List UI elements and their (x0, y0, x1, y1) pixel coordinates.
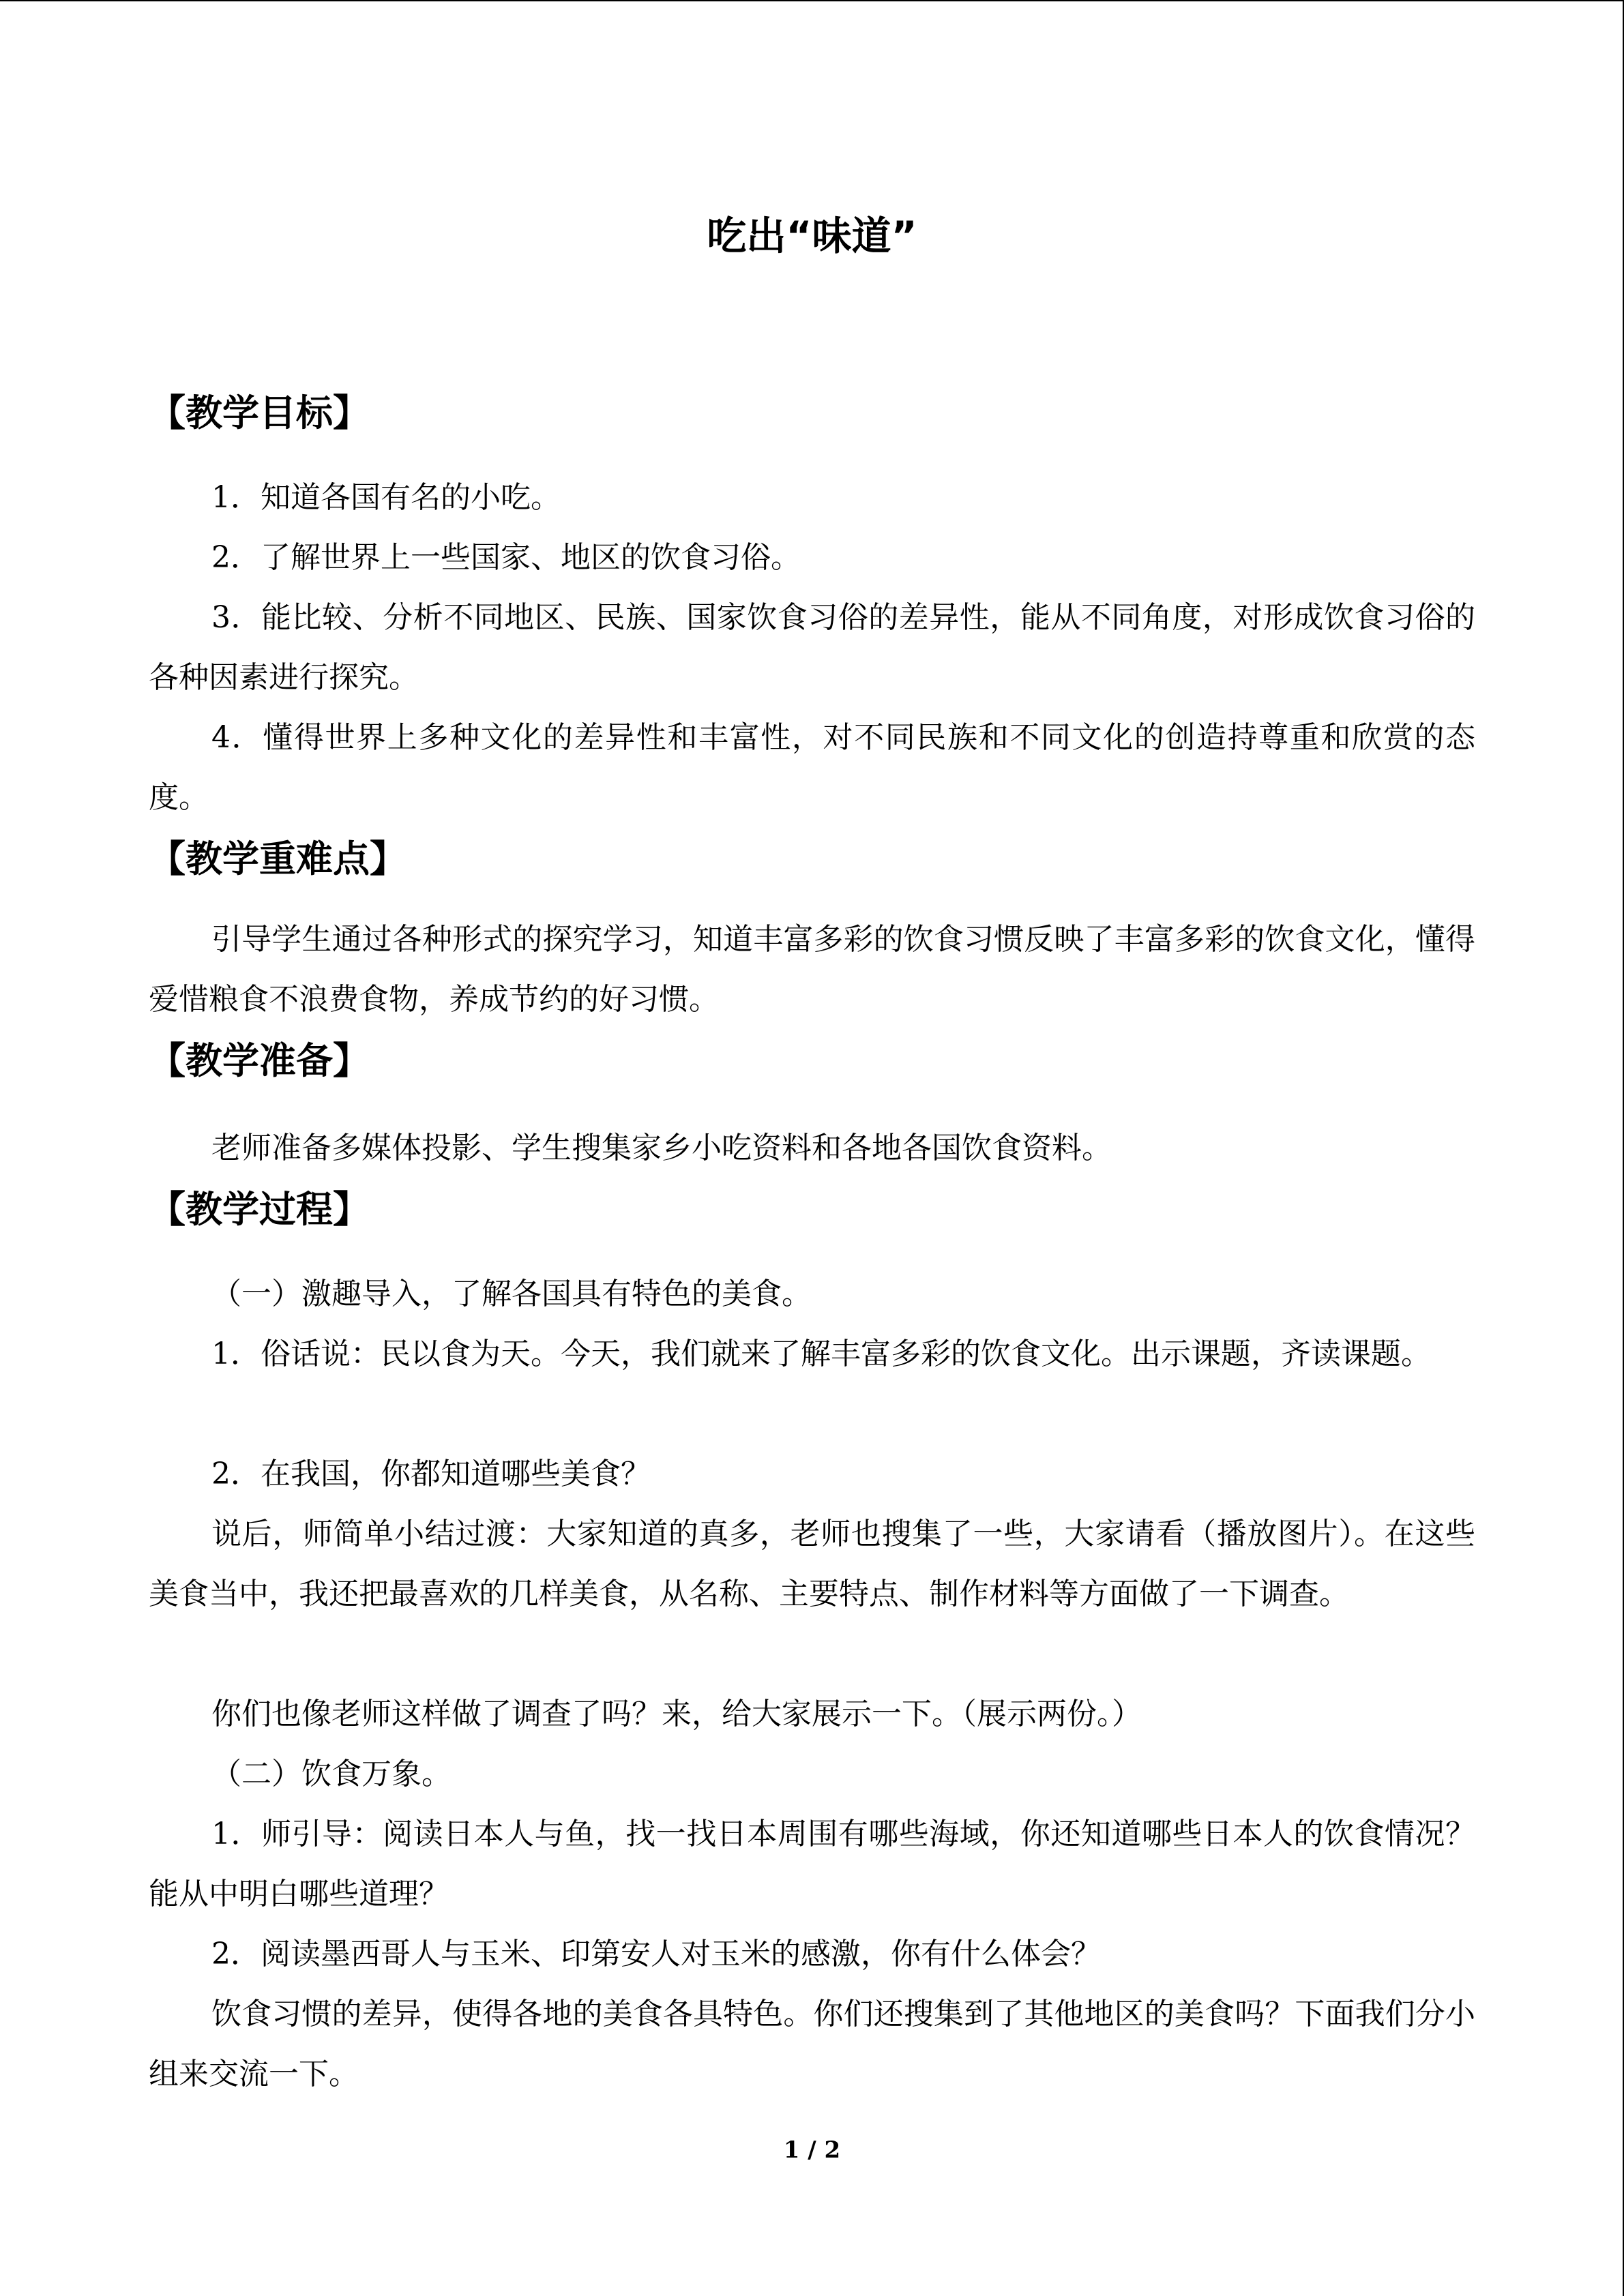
process-paragraph: 饮食习惯的差异，使得各地的美食各具特色。你们还搜集到了其他地区的美食吗？下面我们分小组来交流一下。 (149, 1997, 1475, 2091)
document-title: 吃出“味道” (707, 213, 917, 259)
process-paragraph: （一）激趣导入，了解各国具有特色的美食。 (211, 1277, 812, 1311)
process-paragraph: 1．俗话说：民以食为天。今天，我们就来了解丰富多彩的饮食文化。出示课题，齐读课题。 (211, 1337, 1431, 1371)
heading-teaching-goals: 【教学目标】 (149, 391, 370, 434)
top-border-line (0, 0, 1624, 1)
process-paragraph: 2．在我国，你都知道哪些美食？ (211, 1457, 651, 1491)
heading-process: 【教学过程】 (149, 1188, 370, 1231)
goal-item-4: 4．懂得世界上多种文化的差异性和丰富性，对不同民族和不同文化的创造持尊重和欣赏的态度。 (149, 720, 1475, 815)
page-number: 1 / 2 (783, 2136, 841, 2164)
goal-item-1: 1．知道各国有名的小吃。 (211, 480, 561, 515)
heading-key-points: 【教学重难点】 (149, 837, 407, 880)
key-points-text: 引导学生通过各种形式的探究学习，知道丰富多彩的饮食习惯反映了丰富多彩的饮食文化，懂得爱惜粮食不浪费食物，养成节约的好习惯。 (149, 922, 1475, 1017)
process-paragraph: （二）饮食万象。 (211, 1757, 452, 1791)
heading-preparation: 【教学准备】 (149, 1039, 370, 1082)
goal-item-3: 3．能比较、分析不同地区、民族、国家饮食习俗的差异性，能从不同角度，对形成饮食习俗的各种因素进行探究。 (149, 600, 1475, 695)
process-paragraph: 你们也像老师这样做了调查了吗？来，给大家展示一下。（展示两份。） (211, 1697, 1142, 1731)
process-paragraph: 2．阅读墨西哥人与玉米、印第安人对玉米的感激，你有什么体会？ (211, 1937, 1101, 1971)
goal-item-2: 2．了解世界上一些国家、地区的饮食习俗。 (211, 540, 801, 575)
process-paragraph: 说后，师简单小结过渡：大家知道的真多，老师也搜集了一些，大家请看（播放图片）。在这些美食当中，我还把最喜欢的几样美食，从名称、主要特点、制作材料等方面做了一下调查。 (149, 1517, 1475, 1611)
process-paragraph: 1．师引导：阅读日本人与鱼，找一找日本周围有哪些海域，你还知道哪些日本人的饮食情况？能从中明白哪些道理？ (149, 1817, 1475, 1911)
preparation-text: 老师准备多媒体投影、学生搜集家乡小吃资料和各地各国饮食资料。 (211, 1131, 1112, 1165)
